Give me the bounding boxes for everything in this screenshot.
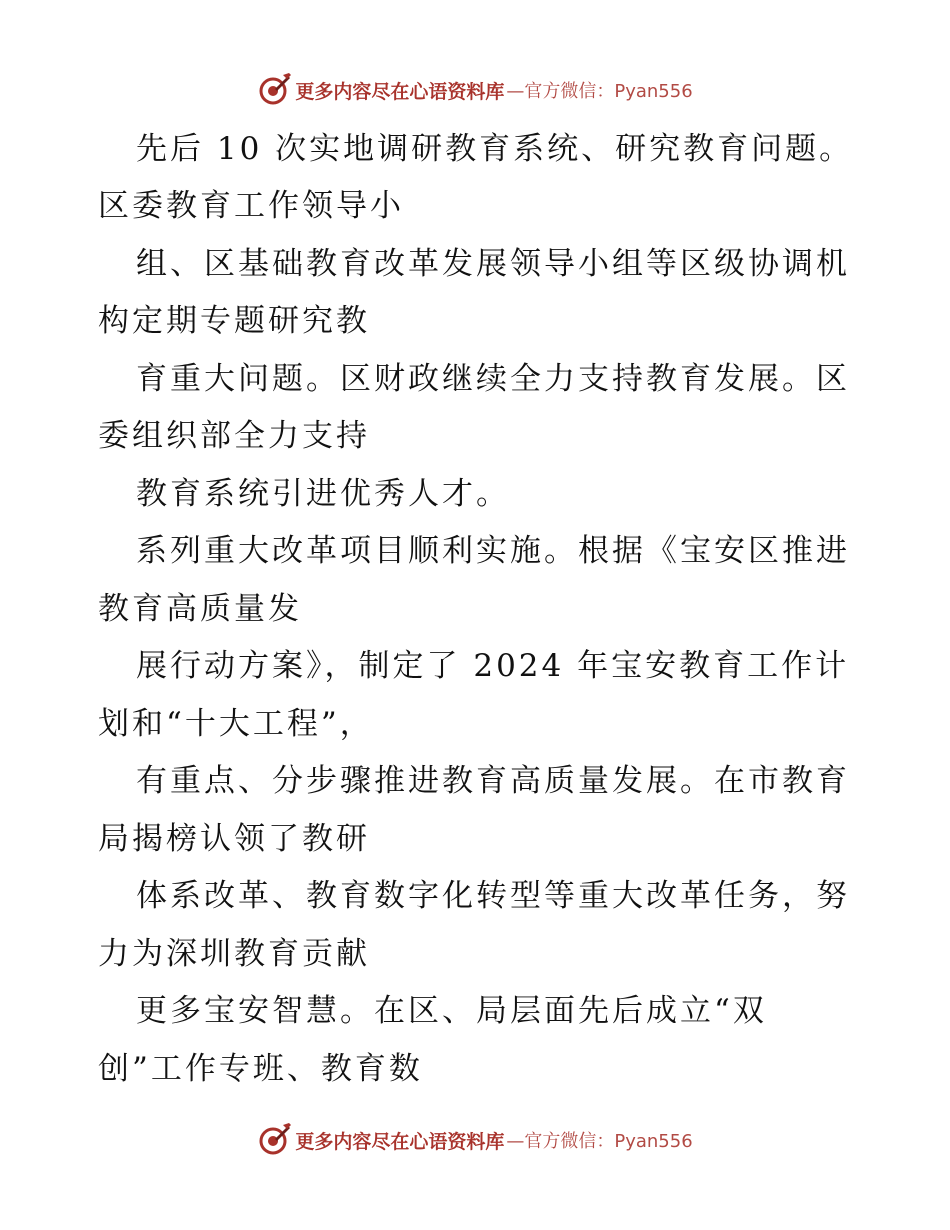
- header-banner: [0, 70, 950, 110]
- footer-banner-sub: —官方微信：Pyan556: [506, 1131, 693, 1152]
- text-line: 先后 10 次实地调研教育系统、研究教育问题。: [136, 131, 854, 167]
- header-banner-text: 更多内容尽在心语资料库: [295, 80, 505, 103]
- text-line: 育重大问题。区财政继续全力支持教育发展。区: [136, 361, 850, 397]
- text-line: 区委教育工作领导小: [98, 188, 404, 224]
- text-line: 力为深圳教育贡献: [98, 936, 370, 972]
- text-line: 委组织部全力支持: [98, 418, 370, 454]
- text-line: 创”工作专班、教育数: [98, 1051, 423, 1087]
- text-line: 局揭榜认领了教研: [98, 821, 370, 857]
- text-line: 教育系统引进优秀人才。: [136, 476, 510, 512]
- text-line: 教育高质量发: [98, 591, 302, 627]
- text-line: 有重点、分步骤推进教育高质量发展。在市教育: [136, 763, 850, 799]
- text-line: 展行动方案》，制定了 2024 年宝安教育工作计: [136, 648, 850, 684]
- pen-logo-icon: [257, 1123, 291, 1157]
- text-line: 组、区基础教育改革发展领导小组等区级协调机: [136, 246, 850, 282]
- pen-logo-icon: [257, 73, 291, 107]
- footer-banner-text: 更多内容尽在心语资料库: [295, 1130, 505, 1153]
- footer-banner: [0, 1120, 950, 1160]
- text-line: 构定期专题研究教: [98, 303, 370, 339]
- header-banner-sub: —官方微信：Pyan556: [506, 81, 693, 102]
- text-line: 更多宝安智慧。在区、局层面先后成立“双: [136, 993, 767, 1029]
- text-line: 系列重大改革项目顺利实施。根据《宝安区推进: [136, 533, 850, 569]
- text-line: 划和“十大工程”，: [98, 706, 374, 742]
- text-line: 体系改革、教育数字化转型等重大改革任务，努: [136, 878, 850, 914]
